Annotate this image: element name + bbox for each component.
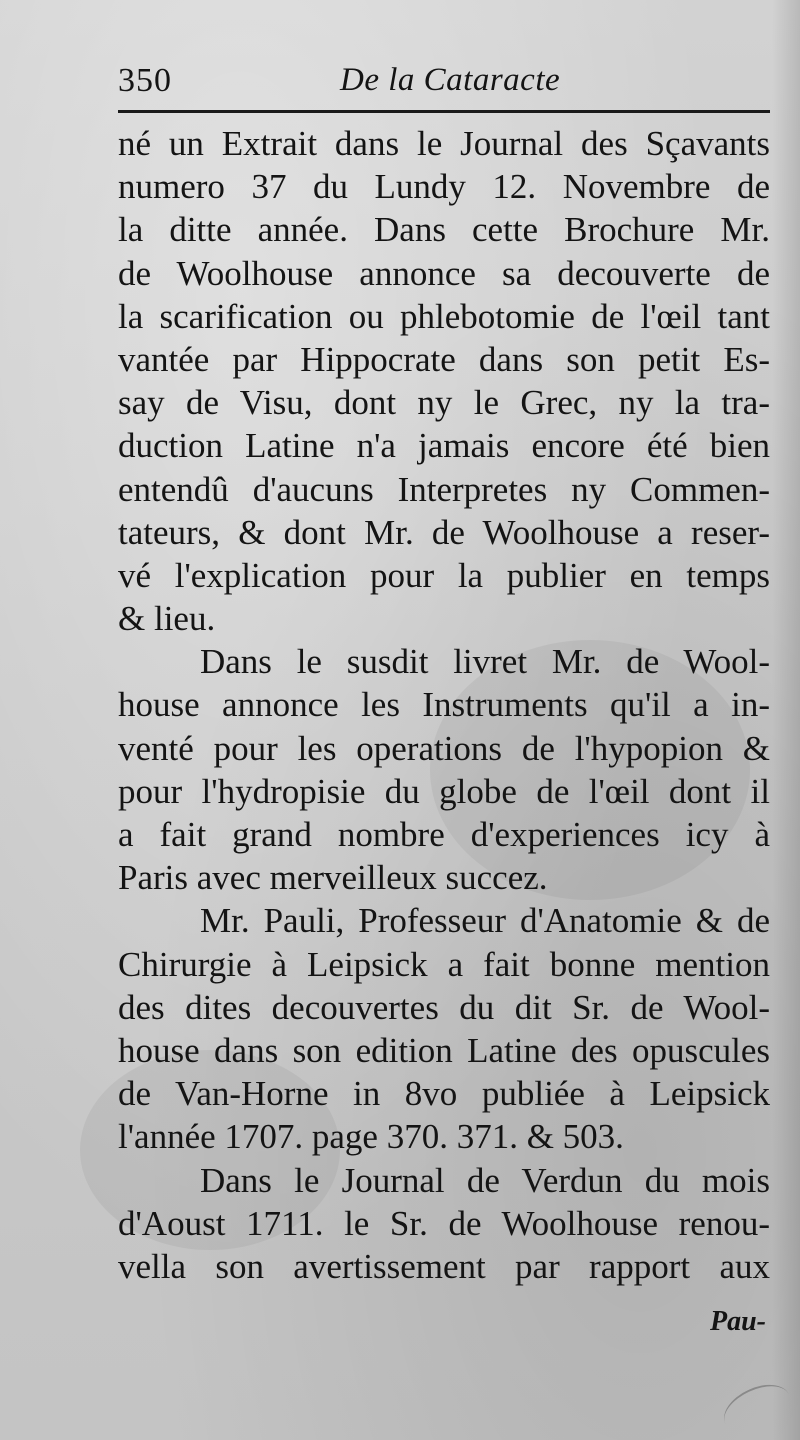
body-text [118, 122, 770, 1288]
header-rule [118, 110, 770, 113]
text-line: Chirurgie à Leipsick a fait bonne mention [118, 944, 770, 984]
text-line: la ditte année. Dans cette Brochure Mr. [118, 210, 770, 250]
page-edge-shadow [772, 0, 800, 1440]
page-number: 350 [118, 62, 172, 99]
text-line: d'Aoust 1711. le Sr. de Woolhouse renou- [118, 1203, 770, 1243]
text-line: Paris avec merveilleux succez. [118, 858, 548, 898]
page-header [118, 62, 768, 106]
text-line: la scarification ou phlebotomie de l'œil tant [118, 296, 770, 336]
text-line: des dites decouvertes du dit Sr. de Wool- [118, 987, 770, 1027]
text-line: vella son avertissement par rapport aux [118, 1246, 770, 1286]
text-line: de Van-Horne in 8vo publiée à Leipsick [118, 1074, 770, 1114]
text-line: vantée par Hippocrate dans son petit Es- [118, 339, 770, 379]
text-line: de Woolhouse annonce sa decouverte de [118, 253, 770, 293]
running-head: De la Cataracte [340, 62, 561, 98]
text-line: say de Visu, dont ny le Grec, ny la tra- [118, 383, 770, 423]
text-line: & lieu. [118, 599, 216, 639]
catchword: Pau- [710, 1306, 766, 1337]
text-line: tateurs, & dont Mr. de Woolhouse a reser- [118, 512, 770, 552]
text-line: house dans son edition Latine des opuscules [118, 1030, 770, 1070]
text-line: né un Extrait dans le Journal des Sçavants [118, 124, 770, 163]
text-line: numero 37 du Lundy 12. Novembre de [118, 167, 770, 207]
text-line: house annonce les Instruments qu'il a in- [118, 685, 770, 725]
text-line: a fait grand nombre d'experiences icy à [118, 815, 770, 854]
text-line: duction Latine n'a jamais encore été bien [118, 426, 770, 466]
text-line: venté pour les operations de l'hypopion & [118, 728, 770, 768]
text-line: Dans le susdit livret Mr. de Wool- [200, 642, 770, 682]
text-line: Mr. Pauli, Professeur d'Anatomie & de [200, 901, 770, 941]
text-line: Dans le Journal de Verdun du mois [200, 1160, 770, 1200]
text-line: vé l'explication pour la publier en temps [118, 555, 770, 595]
text-line: pour l'hydropisie du globe de l'œil dont il [118, 771, 770, 811]
text-line: l'année 1707. page 370. 371. & 503. [118, 1117, 624, 1157]
text-line: entendû d'aucuns Interpretes ny Commen- [118, 469, 770, 509]
